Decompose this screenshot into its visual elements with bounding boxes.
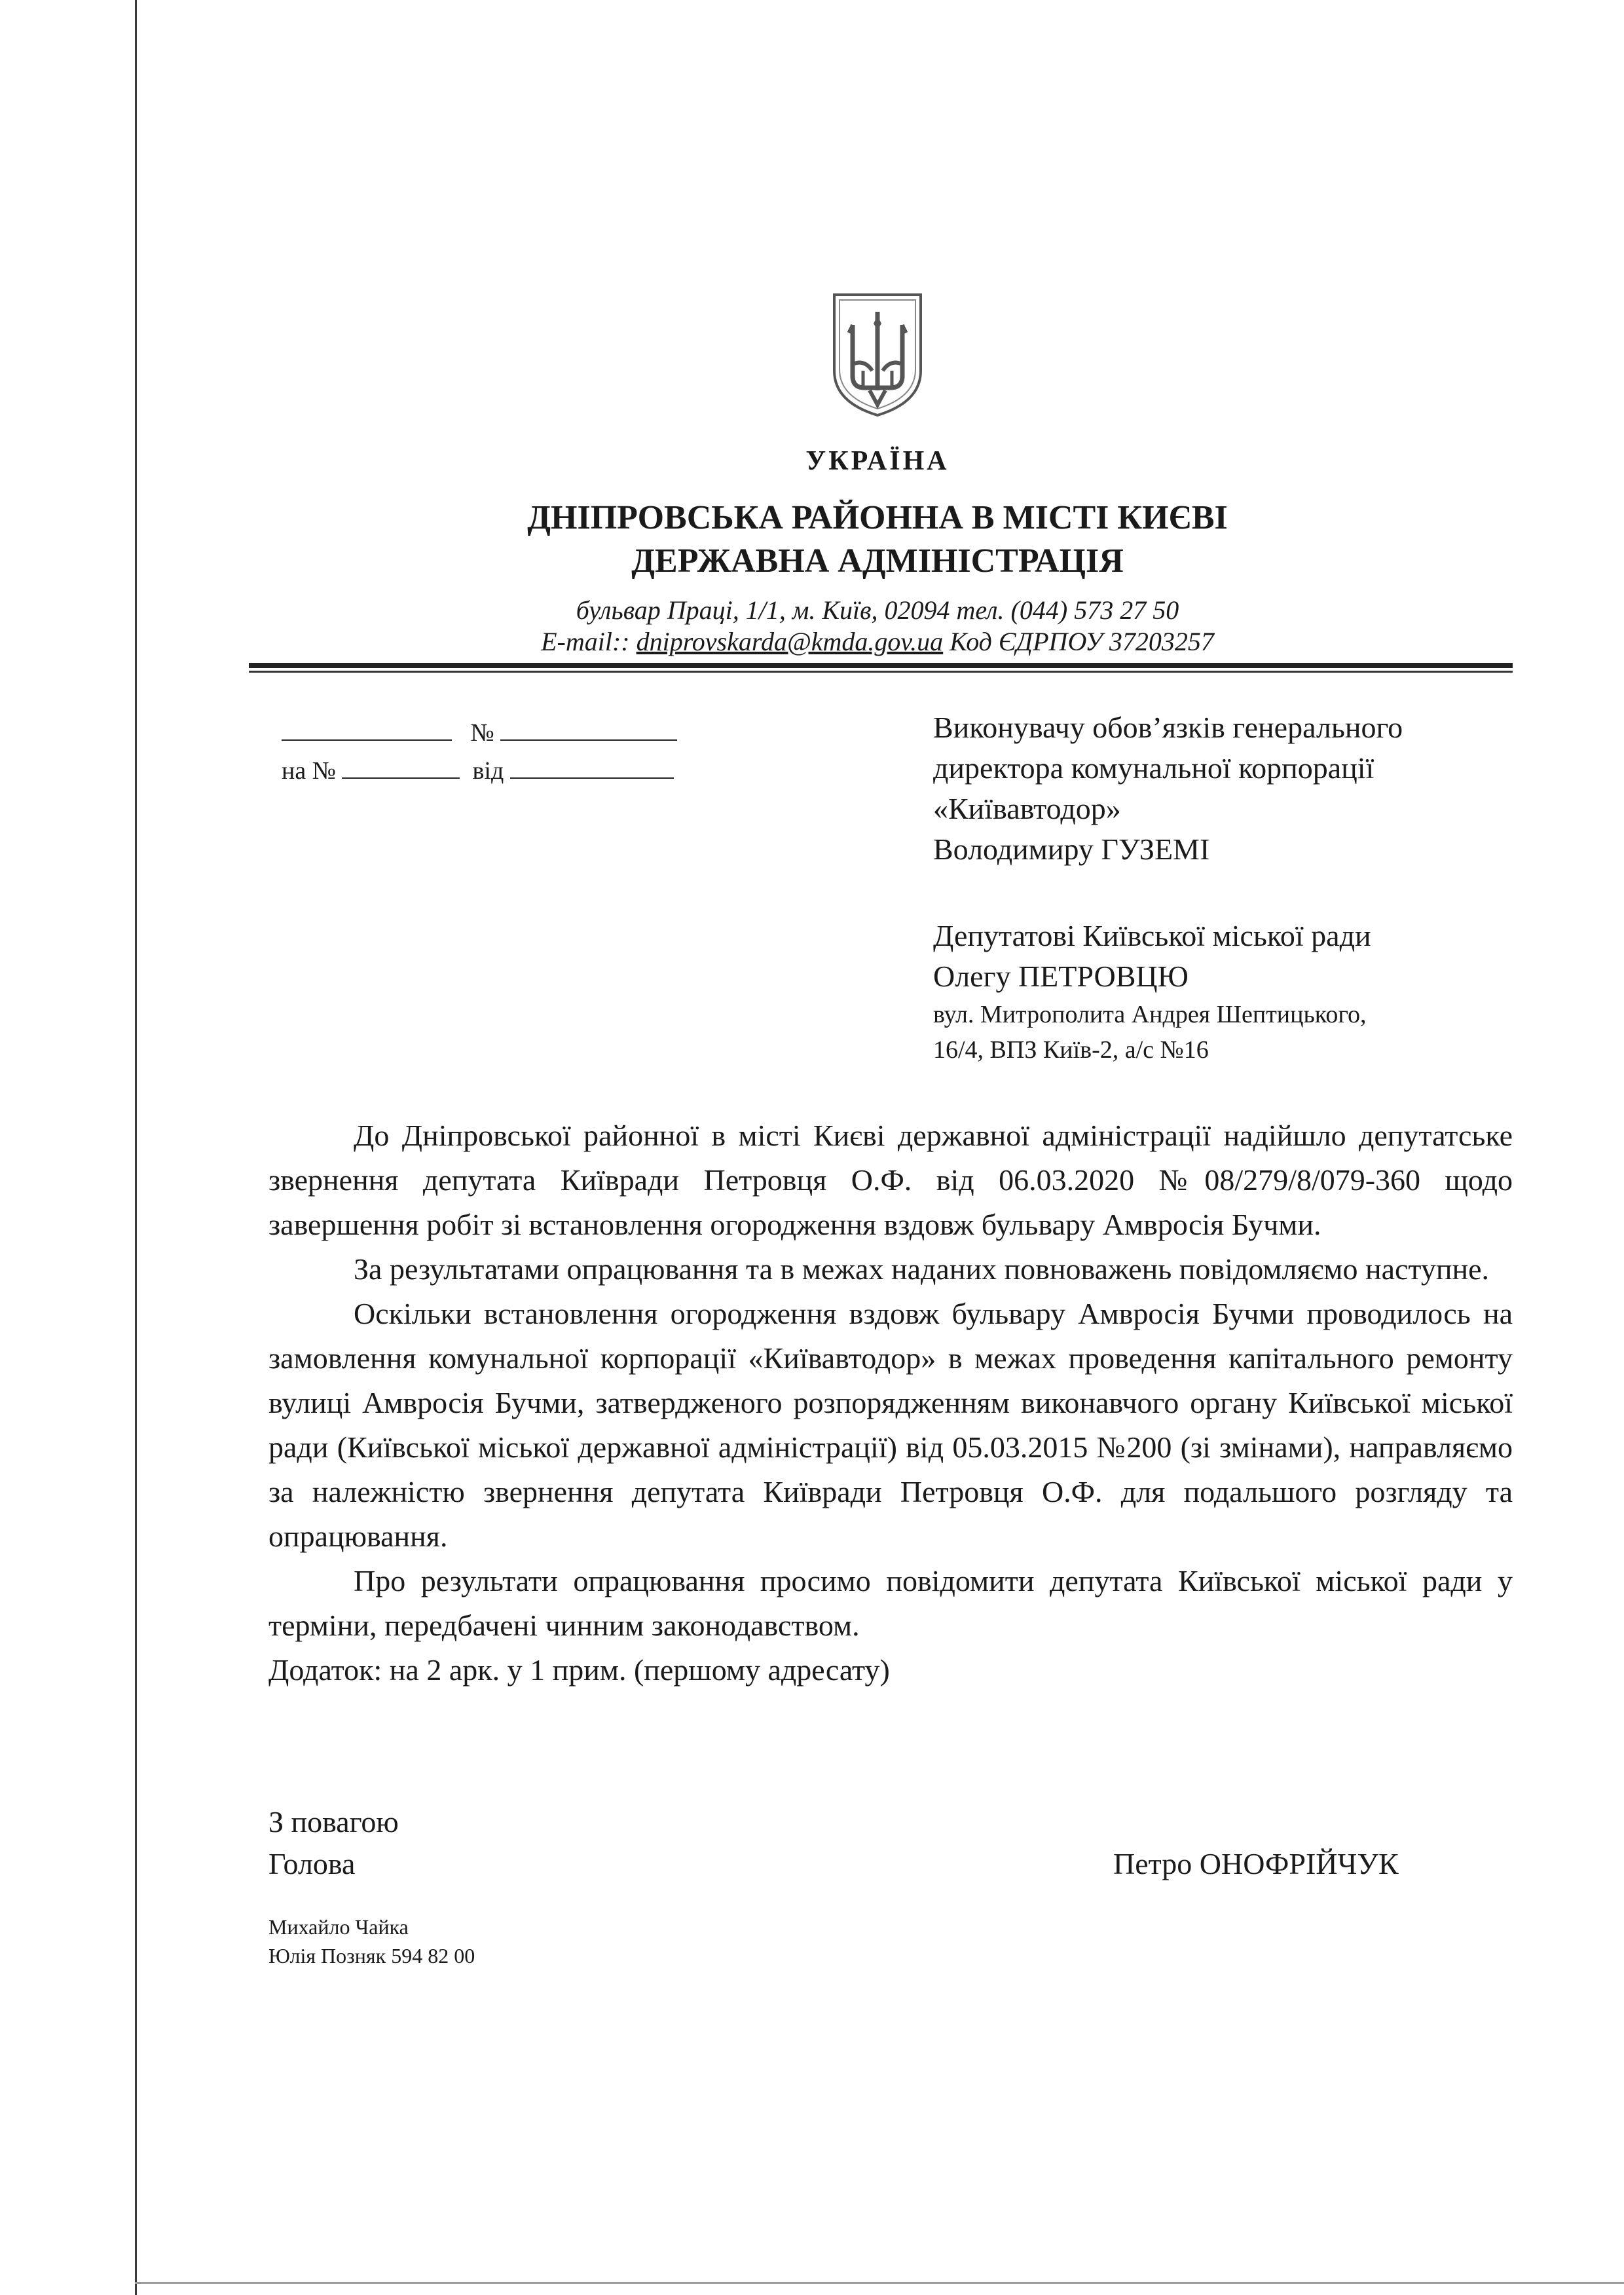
org-address: бульвар Праці, 1/1, м. Київ, 02094 тел. (044) 573 27 50	[576, 595, 1179, 625]
recipient2-name: Олегу ПЕТРОВЦЮ	[933, 960, 1189, 993]
recipient2-address: вул. Митрополита Андрея Шептицького,	[933, 1001, 1367, 1028]
recipient1-line: Виконувачу обов’язків генерального	[933, 711, 1403, 744]
scan-edge-left	[135, 0, 137, 2295]
closing-block	[268, 1801, 399, 1885]
letter-body	[268, 1113, 1513, 1692]
recipient2-line: Депутатові Київської міської ради	[933, 919, 1371, 952]
executor-line: Юлія Позняк 594 82 00	[268, 1944, 475, 1968]
executors-block	[268, 1912, 475, 1970]
coat-of-arms-icon	[830, 292, 925, 418]
reference-number-blank	[342, 758, 460, 779]
outgoing-number-blank	[500, 720, 677, 741]
recipient1-line: «Київавтодор»	[933, 792, 1121, 825]
edrpou-code: Код ЄДРПОУ 37203257	[950, 627, 1214, 656]
number-sign: №	[470, 719, 494, 747]
from-label: від	[472, 757, 504, 785]
recipient1-name: Володимиру ГУЗЕМІ	[933, 832, 1210, 866]
registration-block	[282, 714, 677, 790]
outgoing-date-blank	[282, 720, 452, 741]
reference-prefix: на №	[282, 757, 336, 785]
outgoing-number-row	[282, 714, 677, 752]
recipients-block	[933, 707, 1403, 1068]
signer-name: Петро ОНОФРІЙЧУК	[1113, 1847, 1399, 1880]
country-name: УКРАЇНА	[805, 446, 950, 476]
body-paragraph: За результатами опрацювання та в межах наданих повноважень повідомляємо наступне.	[354, 1252, 1490, 1286]
email-link[interactable]: dniprovskarda@kmda.gov.ua	[636, 627, 944, 656]
email-label: E-mail::	[541, 627, 630, 656]
reference-number-row	[282, 752, 677, 790]
scan-edge-bottom	[135, 2282, 1624, 2284]
body-paragraph: Про результати опрацювання просимо повідомити депутата Київської міської ради у терміни, передбачені чинним законодавством.	[268, 1564, 1513, 1642]
reference-date-blank	[510, 758, 674, 779]
recipient1-line: директора комунальної корпорації	[933, 751, 1375, 785]
regards: З повагою	[268, 1805, 399, 1838]
header-divider	[249, 663, 1513, 668]
org-name-line2: ДЕРЖАВНА АДМІНІСТРАЦІЯ	[631, 542, 1124, 580]
executor-line: Михайло Чайка	[268, 1915, 409, 1939]
org-contacts	[65, 626, 1624, 658]
org-name-line1: ДНІПРОВСЬКА РАЙОННА В МІСТІ КИЄВІ	[527, 499, 1228, 536]
signer-position: Голова	[268, 1847, 356, 1880]
recipient2-address: 16/4, ВПЗ Київ-2, а/с №16	[933, 1036, 1209, 1064]
attachment-note: Додаток: на 2 арк. у 1 прим. (першому адресату)	[268, 1653, 890, 1687]
body-paragraph: До Дніпровської районної в місті Києві державної адміністрації надійшло депутатське звернення депутата Київради Петровця О.Ф. від 06.03.2020 №08/279/8/079-360 щодо завершення робіт зі встановлення огородження вздовж бульвару Амвросія Бучми.	[268, 1119, 1513, 1241]
body-paragraph: Оскільки встановлення огородження вздовж бульвару Амвросія Бучми проводилось на замовлення комунальної корпорації «Київавтодор» в межах проведення капітального ремонту вулиці Амвросія Бучми, затвердженого розпорядженням виконавчого органу Київської міської ради (Київської міської державної адміністрації) від 05.03.2015 №200 (зі змінами), направляємо за належністю звернення депутата Київради Петровця О.Ф. для подальшого розгляду та опрацювання.	[268, 1297, 1513, 1553]
header-divider-thin	[249, 671, 1513, 673]
